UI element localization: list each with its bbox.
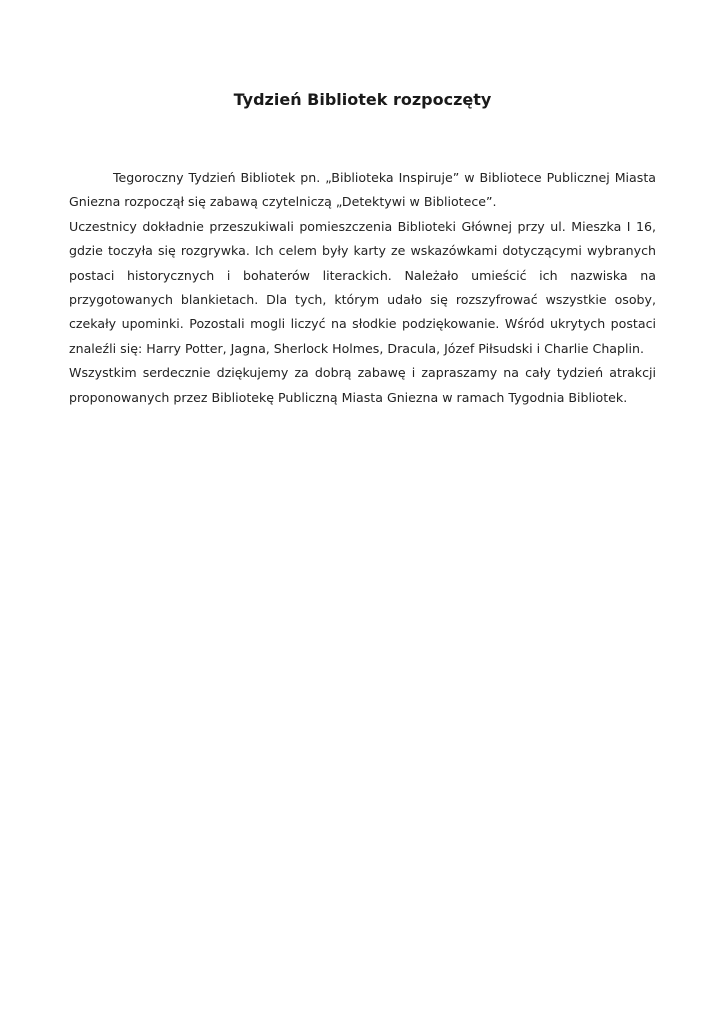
paragraph-thanks: Wszystkim serdecznie dziękujemy za dobrą zabawę i zapraszamy na cały tydzień atrakcji proponowanych przez Bibliotekę Publiczną Miasta Gniezna w ramach Tygodnia Bibliotek. xyxy=(69,365,656,405)
document-body xyxy=(69,166,656,410)
document-title: Tydzień Bibliotek rozpoczęty xyxy=(233,90,492,109)
paragraph-game-description: Uczestnicy dokładnie przeszukiwali pomieszczenia Biblioteki Głównej przy ul. Mieszka I 16, gdzie toczyła się rozgrywka. Ich celem były karty ze wskazówkami dotyczącymi wybranych postaci historycznych i bohaterów literackich. Należało umieścić ich nazwiska na przygotowanych blankietach. Dla tych, którym udało się rozszyfrować wszystkie osoby, czekały upominki. Pozostali mogli liczyć na słodkie podziękowanie. Wśród ukrytych postaci znaleźli się: Harry Potter, Jagna, Sherlock Holmes, Dracula, Józef Piłsudski i Charlie Chaplin. xyxy=(69,218,656,356)
paragraph-intro: Tegoroczny Tydzień Bibliotek pn. „Biblioteka Inspiruje” w Bibliotece Publicznej Miasta Gniezna rozpoczął się zabawą czytelniczą „Detektywi w Bibliotece”. xyxy=(69,170,656,210)
